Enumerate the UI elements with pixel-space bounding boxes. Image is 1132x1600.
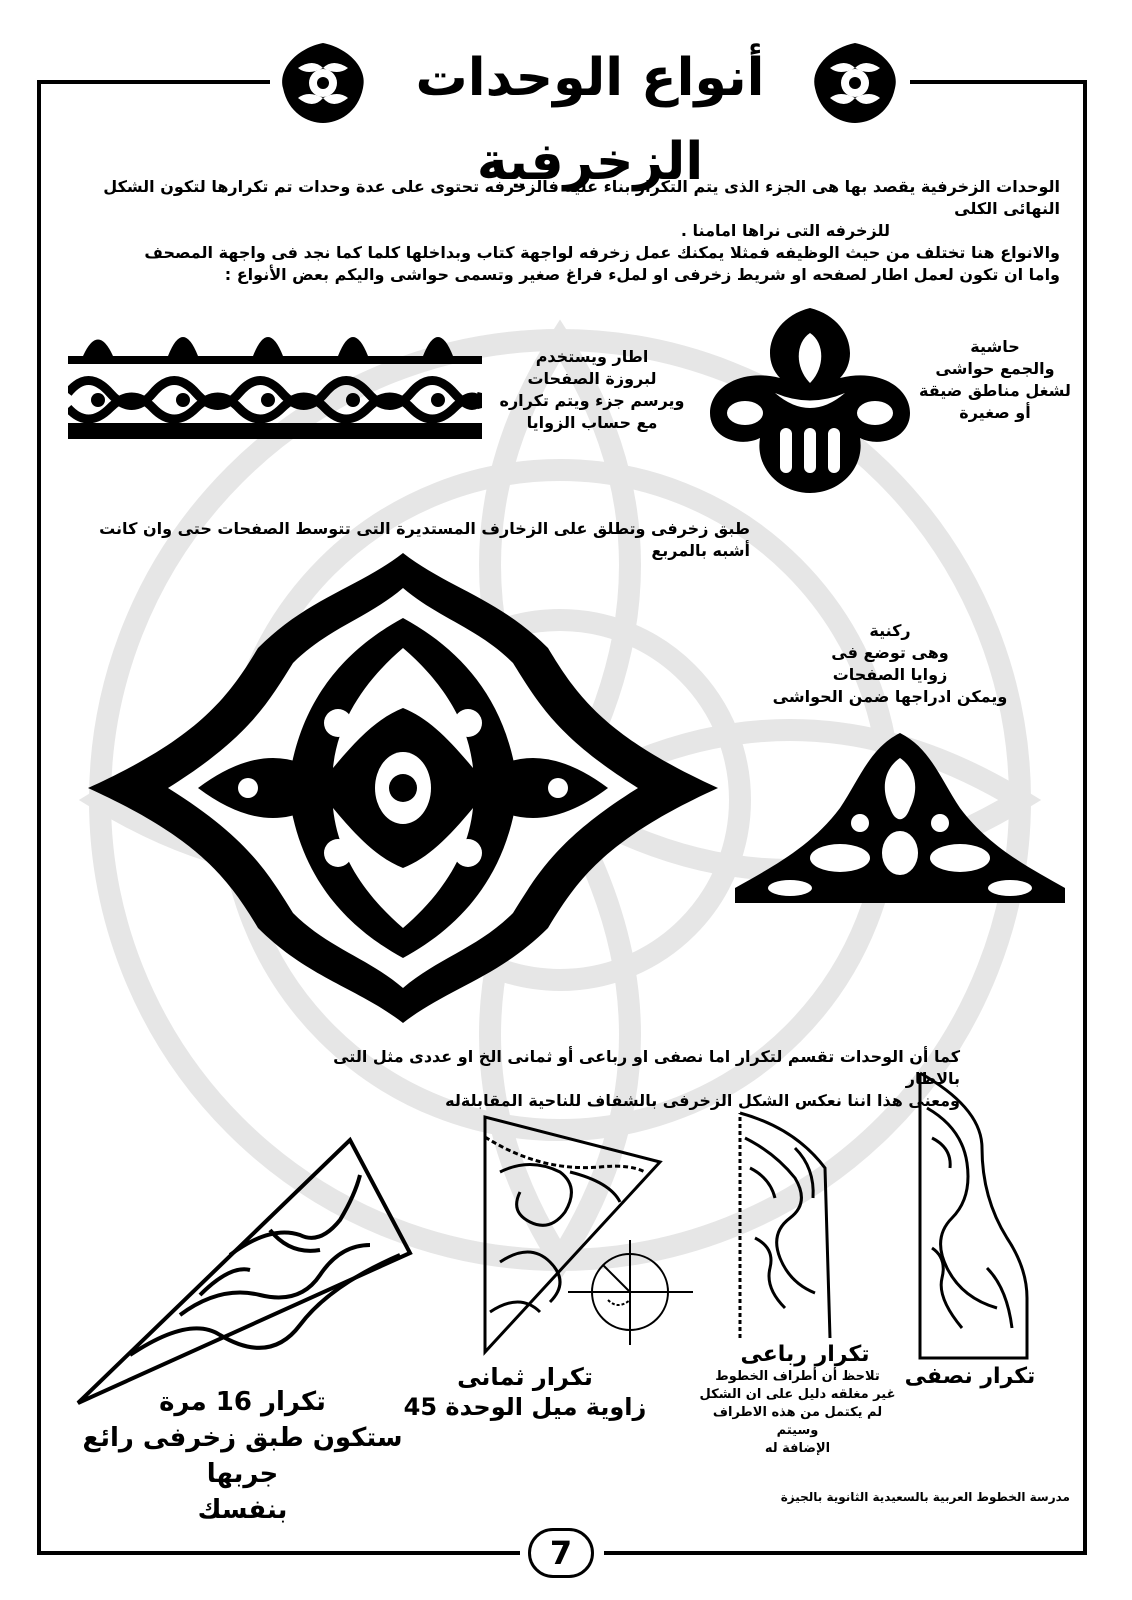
tabaq-caption: طبق زخرفى وتطلق على الزخارف المستديرة التى تتوسط الصفحات حتى وان كانت أشبه بالمربع <box>99 519 750 560</box>
quarter-note-line: الإضافة له <box>764 1441 831 1456</box>
intro-line: الوحدات الزخرفية يقصد بها هى الجزء الذى يتم التكرار بناء عليه فالزخرفه تحتوى على عدة وحدات تم تكرارها لتكون الشكل النهائى الكلى <box>103 177 1060 218</box>
itar-line: مع حساب الزوايا <box>526 413 658 432</box>
rokneya-caption <box>760 620 1020 708</box>
school-footer: مدرسة الخطوط العربية بالسعيدية الثانوية بالجيزة <box>780 1490 1070 1504</box>
page-number: 7 <box>528 1528 594 1578</box>
rokneya-line: ويمكن ادراجها ضمن الحواشى <box>772 687 1008 706</box>
rokneya-line: وهى توضع فى <box>831 643 949 662</box>
repeat-note-line: كما أن الوحدات تقسم لتكرار اما نصفى او رباعى أو ثمانى الخ او عددى مثل التى بالاطار <box>333 1047 960 1088</box>
sixteenth-wedge-icon <box>70 1135 415 1410</box>
eighth-line: تكرار ثمانى <box>457 1363 593 1391</box>
itar-line: اطار ويستخدم <box>535 347 649 366</box>
sixteen-line: تكرار 16 مرة <box>159 1387 326 1417</box>
eighth-caption <box>400 1362 650 1422</box>
border-band-ornament-icon <box>68 318 482 446</box>
rokneya-line: ركنية <box>869 621 911 640</box>
intro-line: واما ان تكون لعمل اطار لصفحه او شريط زخرفى او لملء فراغ صغير وتسمى حواشى واليكم بعض الأنواع : <box>224 265 1060 284</box>
hashia-caption <box>915 336 1075 424</box>
itar-caption <box>492 346 692 434</box>
rokneya-ornament-icon <box>730 728 1070 908</box>
sixteen-line: ستكون طبق زخرفى رائع جربها <box>82 1423 403 1489</box>
right-header-ornament-icon <box>800 38 910 128</box>
construction-circle-icon <box>568 1240 693 1345</box>
rokneya-line: زوايا الصفحات <box>832 665 948 684</box>
left-header-ornament-icon <box>268 38 378 128</box>
repeat-note <box>280 1046 960 1112</box>
quarter-note-line: تلاحظ أن أطراف الخطوط <box>715 1369 880 1384</box>
quarter-label: تكرار رباعى <box>740 1342 870 1367</box>
intro-line: للزخرفه التى نراها امامنا . <box>680 221 890 240</box>
hashia-ornament-icon <box>700 298 920 498</box>
itar-line: ويرسم جزء ويتم تكراره <box>499 391 685 410</box>
quarter-note-line: غير مغلقه دليل على ان الشكل <box>699 1387 896 1402</box>
repeat-note-line: ومعنى هذا اننا نعكس الشكل الزخرفى بالشفاف للناحية المقابلةله <box>445 1091 960 1110</box>
half-unit-icon <box>912 1068 1032 1363</box>
hashia-line: لشغل مناطق ضيقة <box>919 381 1071 400</box>
itar-line: لبروزة الصفحات <box>527 369 657 388</box>
quarter-unit-icon <box>735 1108 835 1340</box>
hashia-line: والجمع حواشى <box>935 359 1055 378</box>
sixteen-line: بنفسك <box>197 1495 288 1525</box>
intro-paragraph <box>70 176 1060 286</box>
tabaq-medallion-icon <box>78 548 728 1028</box>
intro-line: والانواع هنا تختلف من حيث الوظيفه فمثلا يمكنك عمل زخرفه لواجهة كتاب وبداخلها كلما كما نجد فى واجهة المصحف <box>144 243 1060 262</box>
sixteen-caption <box>75 1384 410 1528</box>
half-label: تكرار نصفى <box>904 1364 1036 1389</box>
quarter-note-line: لم يكتمل من هذه الاطراف وسيتم <box>712 1405 883 1438</box>
quarter-note <box>690 1368 905 1458</box>
hashia-line: حاشية <box>970 337 1020 356</box>
eighth-line: زاوية ميل الوحدة 45 <box>403 1393 647 1421</box>
hashia-line: أو صغيرة <box>959 403 1031 422</box>
page-title: أنواع الوحدات الزخرفية <box>415 48 765 192</box>
